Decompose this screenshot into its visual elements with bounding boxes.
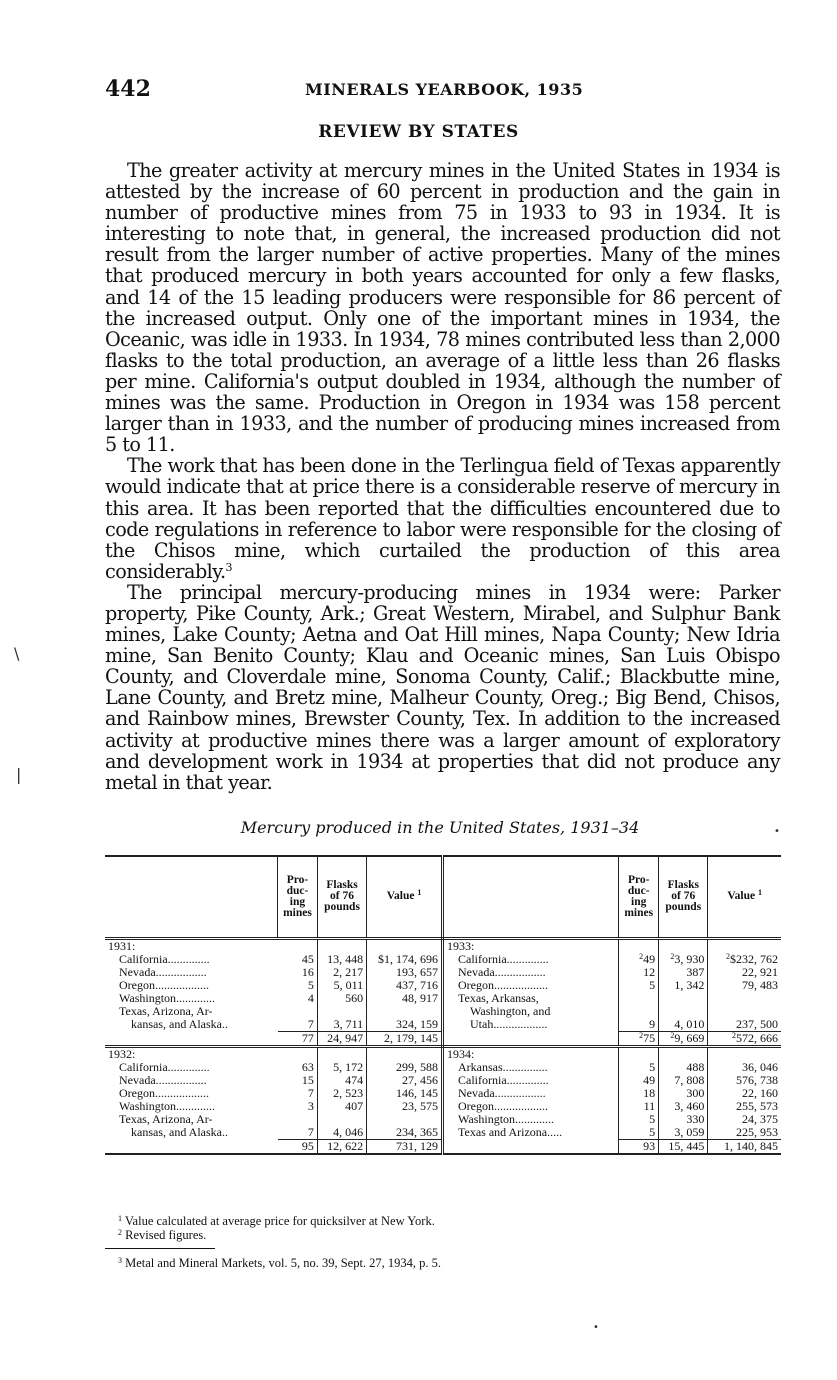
cell-value: 225, 953 [736, 1124, 778, 1139]
paragraph-2 [105, 455, 780, 582]
cell-value: 22, 160 [742, 1085, 778, 1100]
total-mines: 93 [619, 1139, 659, 1154]
cell-mines: 9 [619, 1018, 659, 1032]
cell-value: 255, 573 [736, 1098, 778, 1113]
row-label: Texas and Arizona..... [443, 1126, 619, 1140]
table-footnotes [118, 1214, 435, 1242]
header-blank-left [105, 856, 278, 938]
year-label-1933: 1933: [443, 938, 619, 953]
cell-value: 79, 483 [742, 977, 778, 992]
cell-flasks: 7, 808 [659, 1074, 708, 1087]
cell-flasks: 3, 460 [659, 1100, 708, 1113]
paragraph-3: The principal mercury-producing mines in 1934 were: Parker property, Pike County, Ark.; Great Western, Mirabel, and Sulphur Bank mines, Lake County; Aetna and Oat Hill mines, Napa County; New Idria mine, San Benito County; Klau and Oceanic mines, San Luis Obispo County, and Cloverdale mine, Sonoma County, Calif.; Blackbutte mine, Lane County, and Bretz mine, Malheur County, Oreg.; Big Bend, Chisos, and Rainbow mines, Brewster County, Tex. In addition to the increased activity at productive mines there was a larger amount of exploratory and development work in 1934 at properties that did not produce any metal in that year. [105, 580, 780, 794]
row-label: California.............. [119, 1059, 210, 1074]
header-flasks-right: Flasks of 76 pounds [659, 856, 708, 938]
paragraph-2-text: The work that has been done in the Terlingua field of Texas apparently would indicate that at price there is a considerable reserve of mercury in this area. It has been reported that the difficulties encountered due to code regulations in reference to labor were responsible for the closing of the Chisos mine, which curtailed the production of this area considerably. [105, 454, 780, 583]
cell-value: 299, 588 [367, 1061, 443, 1074]
cell-flasks: 300 [659, 1087, 708, 1100]
cell-value: $^2$\$232, 762 [726, 951, 778, 966]
cell-flasks: 1, 342 [659, 979, 708, 992]
cell-flasks: 488 [659, 1061, 708, 1074]
header-value-right-ref: 1 [758, 888, 762, 898]
scan-mark: • [774, 826, 780, 837]
cell-mines: 5 [619, 979, 659, 992]
row-label-cont: Utah.................. [443, 1018, 619, 1032]
table-row [105, 938, 781, 953]
cell-flasks: 13, 448 [317, 953, 366, 966]
row-label: Texas, Arizona, Ar- [119, 1111, 213, 1126]
cell-value: 22, 921 [742, 964, 778, 979]
total-mines: 77 [278, 1031, 318, 1046]
cell-mines: 18 [619, 1087, 659, 1100]
total-flasks: 12, 622 [317, 1139, 366, 1154]
cell-flasks: 2, 217 [317, 966, 366, 979]
year-label-1931: 1931: [108, 938, 136, 953]
cell-value: 437, 716 [367, 979, 443, 992]
footnote-3: $^3$ Metal and Mineral Markets, vol. 5, no. 39, Sept. 27, 1934, p. 5. [118, 1256, 442, 1270]
table-row [105, 992, 781, 1005]
total-value: $^2$572, 666 [708, 1031, 781, 1046]
cell-mines: 5 [619, 1126, 659, 1140]
row-label: Nevada................. [443, 1087, 619, 1100]
page-number: 442 [105, 76, 151, 102]
cell-mines: 7 [278, 1126, 318, 1140]
total-flasks: 24, 947 [317, 1031, 366, 1046]
cell-mines: 15 [278, 1074, 318, 1087]
cell-flasks: 560 [317, 992, 366, 1005]
cell-mines: 16 [278, 966, 318, 979]
header-value-left [367, 856, 443, 938]
cell-mines: 49 [619, 1074, 659, 1087]
row-label: Texas, Arkansas, [443, 992, 619, 1005]
row-label: Nevada................. [119, 964, 207, 979]
cell-flasks: 407 [317, 1100, 366, 1113]
cell-mines: 7 [278, 1018, 318, 1032]
row-label: Washington............. [119, 990, 216, 1005]
footnote-ref-3: 3 [225, 560, 232, 574]
header-value-left-label: Value [386, 890, 415, 903]
footnote-rule [105, 1248, 215, 1249]
header-flasks-left: Flasks of 76 pounds [317, 856, 366, 938]
table-row [105, 1074, 781, 1087]
row-label: Nevada................. [119, 1072, 207, 1087]
cell-value: 23, 575 [367, 1100, 443, 1113]
scan-mark: | [16, 765, 22, 784]
row-label: Washington............. [443, 1113, 619, 1126]
paragraph-1: The greater activity at mercury mines in the United States in 1934 is attested by the increase of 60 percent in production and the gain in number of productive mines from 75 in 1933 to 93 in 1934. It is interesting to note that, in general, the increased production did not result from the larger number of active properties. Many of the mines that produced mercury in both years accounted for only a few flasks, and 14 of the 15 leading producers were responsible for 86 percent of the increased output. Only one of the important mines in 1934, the Oceanic, was idle in 1933. In 1934, 78 mines contributed less than 2,000 flasks to the total production, an average of a little less than 26 flasks per mine. California's output doubled in 1934, although the number of mines was the same. Production in Oregon in 1934 was 158 percent larger than in 1933, and the number of producing mines increased from 5 to 11. [105, 159, 780, 457]
total-row [105, 1139, 781, 1154]
table-row [105, 1100, 781, 1113]
table-row [105, 953, 781, 966]
cell-mines: 12 [619, 966, 659, 979]
cell-flasks: 4, 010 [659, 1018, 708, 1032]
cell-flasks: 4, 046 [317, 1126, 366, 1140]
cell-mines: 5 [619, 1061, 659, 1074]
total-mines: $^2$75 [619, 1031, 659, 1046]
cell-value: 36, 046 [742, 1059, 778, 1074]
cell-value: 237, 500 [736, 1016, 778, 1031]
cell-mines: 5 [278, 979, 318, 992]
header-mines-left: Pro-duc-ing mines [278, 856, 318, 938]
table-row [105, 1087, 781, 1100]
row-label-cont: kansas, and Alaska.. [131, 1016, 228, 1031]
cell-value: 576, 738 [736, 1072, 778, 1087]
table-row [105, 1061, 781, 1074]
cell-flasks: 5, 011 [317, 979, 366, 992]
total-flasks: 15, 445 [659, 1139, 708, 1154]
row-label-cont: Washington, and [443, 1005, 619, 1018]
year-label-1932: 1932: [108, 1046, 136, 1061]
row-label: Oregon.................. [119, 1085, 209, 1100]
section-title: REVIEW BY STATES [318, 122, 519, 142]
cell-flasks: $^2$3, 930 [659, 953, 708, 966]
total-row [105, 1031, 781, 1046]
row-label: California.............. [119, 951, 210, 966]
row-label: Nevada................. [443, 966, 619, 979]
table-header-row [105, 856, 781, 938]
cell-value: $1, 174, 696 [367, 953, 443, 966]
header-value-left-ref: 1 [417, 888, 422, 898]
footnote-2: $^2$ Revised figures. [118, 1228, 207, 1242]
table-caption: Mercury produced in the United States, 1931–34 [240, 818, 640, 837]
header-mines-right: Pro-duc-ing mines [619, 856, 659, 938]
cell-value: 27, 456 [367, 1074, 443, 1087]
cell-value: 193, 657 [367, 966, 443, 979]
cell-value: 48, 917 [367, 992, 443, 1005]
total-mines: 95 [278, 1139, 318, 1154]
row-label-cont: kansas, and Alaska.. [131, 1124, 228, 1139]
cell-flasks: 3, 059 [659, 1126, 708, 1140]
total-value: 1, 140, 845 [708, 1139, 781, 1154]
cell-flasks: 2, 523 [317, 1087, 366, 1100]
cell-mines: 11 [619, 1100, 659, 1113]
table-row [105, 1126, 781, 1140]
total-value: 731, 129 [367, 1139, 443, 1154]
body-text [105, 160, 780, 793]
scan-mark: • [593, 1322, 599, 1333]
cell-value: 234, 365 [367, 1126, 443, 1140]
cell-mines: $^2$49 [619, 953, 659, 966]
total-flasks: $^2$9, 669 [659, 1031, 708, 1046]
cell-mines: 45 [278, 953, 318, 966]
mercury-production-table [105, 855, 781, 1155]
footnote-1: $^1$ Value calculated at average price for quicksilver at New York. [118, 1214, 435, 1228]
header-blank-right [443, 856, 619, 938]
cell-value: 324, 159 [367, 1018, 443, 1032]
cell-value: 24, 375 [742, 1111, 778, 1126]
row-label: California.............. [443, 953, 619, 966]
cell-mines: 5 [619, 1113, 659, 1126]
header-value-right [708, 856, 781, 938]
header-value-right-label: Value [727, 890, 756, 903]
row-label: Oregon.................. [443, 1100, 619, 1113]
cell-mines: 63 [278, 1061, 318, 1074]
total-value: 2, 179, 145 [367, 1031, 443, 1046]
row-label: Washington............. [119, 1098, 216, 1113]
row-label: Oregon.................. [443, 979, 619, 992]
cell-flasks: 474 [317, 1074, 366, 1087]
table-row [105, 1018, 781, 1032]
scan-mark: \ [14, 644, 20, 663]
year-label-1934: 1934: [443, 1046, 619, 1061]
cell-flasks: 3, 711 [317, 1018, 366, 1032]
cell-mines: 3 [278, 1100, 318, 1113]
cell-flasks: 5, 172 [317, 1061, 366, 1074]
row-label: California.............. [443, 1074, 619, 1087]
cell-mines: 4 [278, 992, 318, 1005]
cell-value: 146, 145 [367, 1087, 443, 1100]
cell-mines: 7 [278, 1087, 318, 1100]
row-label: Arkansas............... [443, 1061, 619, 1074]
cell-flasks: 387 [659, 966, 708, 979]
running-head: MINERALS YEARBOOK, 1935 [305, 80, 584, 99]
table-row [105, 1046, 781, 1061]
row-label: Oregon.................. [119, 977, 209, 992]
table-row [105, 979, 781, 992]
table-row [105, 966, 781, 979]
row-label: Texas, Arizona, Ar- [119, 1003, 213, 1018]
cell-flasks: 330 [659, 1113, 708, 1126]
